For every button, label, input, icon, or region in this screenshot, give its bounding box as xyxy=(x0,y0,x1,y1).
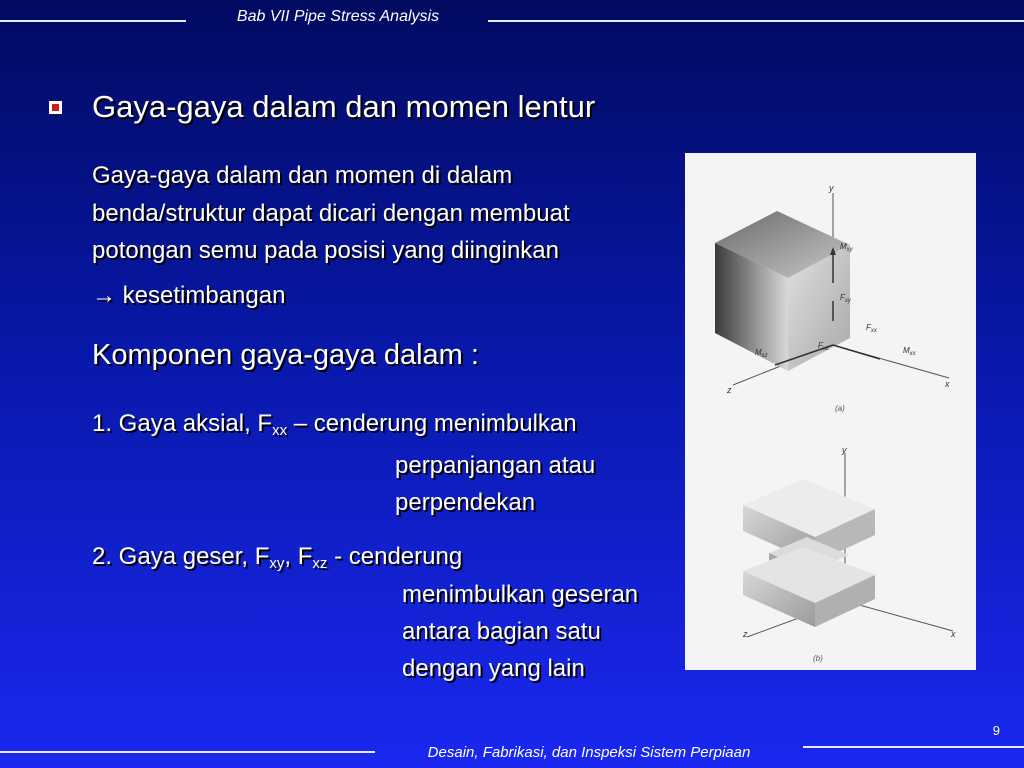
item-1-dash: – cenderung menimbulkan xyxy=(287,410,577,437)
arrow-right-icon: → xyxy=(92,282,116,309)
force-y-label: $F_{xy}$ xyxy=(840,293,851,304)
description-line-1: Gaya-gaya dalam dan momen di dalam xyxy=(92,162,513,189)
section-heading: Gaya-gaya dalam dan momen lentur xyxy=(92,89,596,124)
caption-a: (a) xyxy=(835,404,845,413)
moment-z-label: $M_{xz}$ xyxy=(755,348,768,359)
item-1-line xyxy=(92,410,577,438)
header-rule-left xyxy=(0,20,186,22)
moment-x-label: $M_{xx}$ xyxy=(903,346,916,357)
beam-figure xyxy=(685,153,976,670)
item-1-cont-1: perpanjangan atau xyxy=(395,452,596,479)
description-conclusion: kesetimbangan xyxy=(122,282,286,309)
axis-z-a-label: z xyxy=(727,385,732,395)
description-line-4 xyxy=(92,277,285,314)
force-x-arrow xyxy=(833,345,880,359)
moment-y-label: $M_{xy}$ xyxy=(840,242,853,253)
item-2-sub-2: xz xyxy=(312,555,328,572)
axis-z-b-label: z xyxy=(743,629,748,639)
page-number: 9 xyxy=(992,723,1000,738)
force-x-label: $F_{xx}$ xyxy=(866,323,877,334)
footer-rule-right xyxy=(803,746,1024,748)
axis-y-a-label: y xyxy=(829,183,834,193)
force-z-label: $F_{xz}$ xyxy=(818,341,829,352)
item-2-dash: - cenderung xyxy=(327,543,463,570)
components-heading: Komponen gaya-gaya dalam : xyxy=(92,339,479,371)
footer-text: Desain, Fabrikasi, dan Inspeksi Sistem Perpiaan xyxy=(427,744,751,761)
item-1-sub: xx xyxy=(272,422,288,439)
axis-x-a-label: x xyxy=(945,379,950,389)
axis-x-b-label: x xyxy=(951,629,956,639)
bullet-box-icon xyxy=(49,101,62,114)
item-2-cont-3: dengan yang lain xyxy=(402,655,585,682)
description-line-3: potongan semu pada posisi yang diinginkan xyxy=(92,237,560,264)
item-2-line xyxy=(92,543,462,571)
item-2-prefix: 2. Gaya geser, F xyxy=(92,543,270,570)
item-2-cont-2: antara bagian satu xyxy=(402,618,601,645)
item-2-sep: , F xyxy=(284,543,313,570)
item-2-sub-1: xy xyxy=(269,555,285,572)
header-rule-right xyxy=(488,20,1024,22)
item-1-prefix: 1. Gaya aksial, F xyxy=(92,410,273,437)
beam-figure-svg xyxy=(685,153,976,670)
description-line-2: benda/struktur dapat dicari dengan membuat xyxy=(92,200,570,227)
axis-x-b xyxy=(845,601,953,631)
figure-a xyxy=(715,183,950,413)
item-2-cont-1: menimbulkan geseran xyxy=(402,581,639,608)
item-1-cont-2: perpendekan xyxy=(395,489,536,516)
footer-rule-left xyxy=(0,751,375,753)
header-title: Bab VII Pipe Stress Analysis xyxy=(236,8,440,25)
caption-b: (b) xyxy=(813,654,823,663)
figure-b xyxy=(742,445,956,663)
axis-y-b-label: y xyxy=(842,445,847,455)
